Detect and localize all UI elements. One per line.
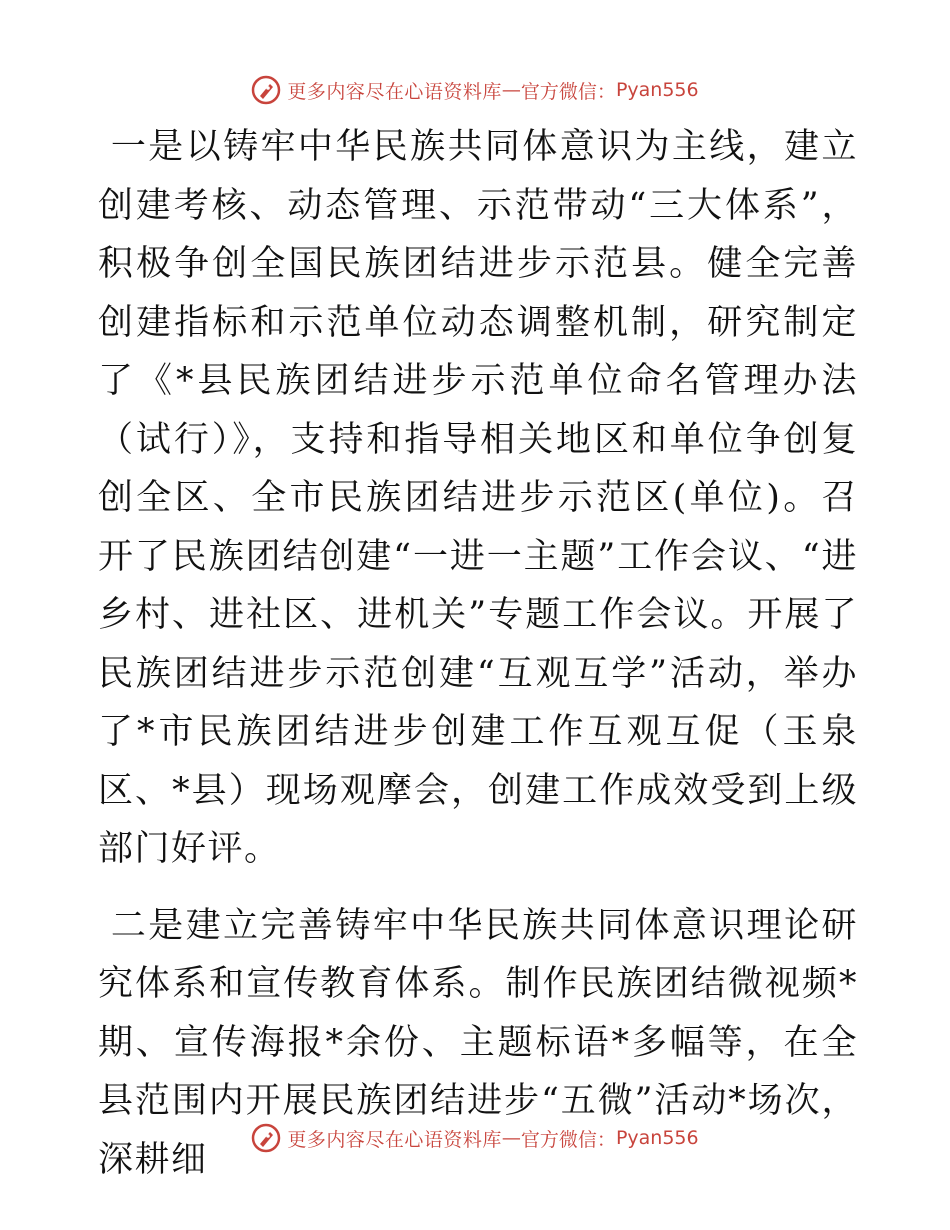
header-watermark-banner — [0, 70, 950, 110]
banner-wechat-id: Pyan556 — [615, 79, 699, 101]
banner-separator: — — [501, 79, 521, 101]
banner-wechat-label: 官方微信： — [520, 80, 616, 103]
paragraph-1 — [98, 118, 858, 879]
document-body — [98, 118, 858, 1189]
banner-wechat-id: Pyan556 — [615, 1127, 699, 1149]
paragraph-1-text: 一是以铸牢中华民族共同体意识为主线，建立创建考核、动态管理、示范带动“三大体系”，积极争创全国民族团结进步示范县。健全完善创建指标和示范单位动态调整机制，研究制定了《*县民族团结进步示范单位命名管理办法（试行）》，支持和指导相关地区和单位争创复创全区、全市民族团结进步示范区(单位)。召开了民族团结创建“一进一主题”工作会议、“进乡村、进社区、进机关”专题工作会议。开展了民族团结进步示范创建“互观互学”活动，举办了*市民族团结进步创建工作互观互促（玉泉区、*县）现场观摩会，创建工作成效受到上级部门好评。 — [98, 127, 858, 869]
banner-separator: — — [501, 1127, 521, 1149]
pen-nib-logo-icon — [251, 75, 281, 105]
banner-wechat-label: 官方微信： — [520, 1128, 616, 1151]
banner-slogan: 更多内容尽在心语资料库 — [287, 80, 502, 103]
paragraph-2-text: 二是建立完善铸牢中华民族共同体意识理论研究体系和宣传教育体系。制作民族团结微视频*期、宣传海报*余份、主题标语*多幅等，在全县范围内开展民族团结进步“五微”活动*场次，深耕细 — [98, 905, 858, 1180]
pen-nib-logo-icon — [251, 1123, 281, 1153]
banner-slogan: 更多内容尽在心语资料库 — [287, 1128, 502, 1151]
footer-watermark-banner — [0, 1118, 950, 1158]
